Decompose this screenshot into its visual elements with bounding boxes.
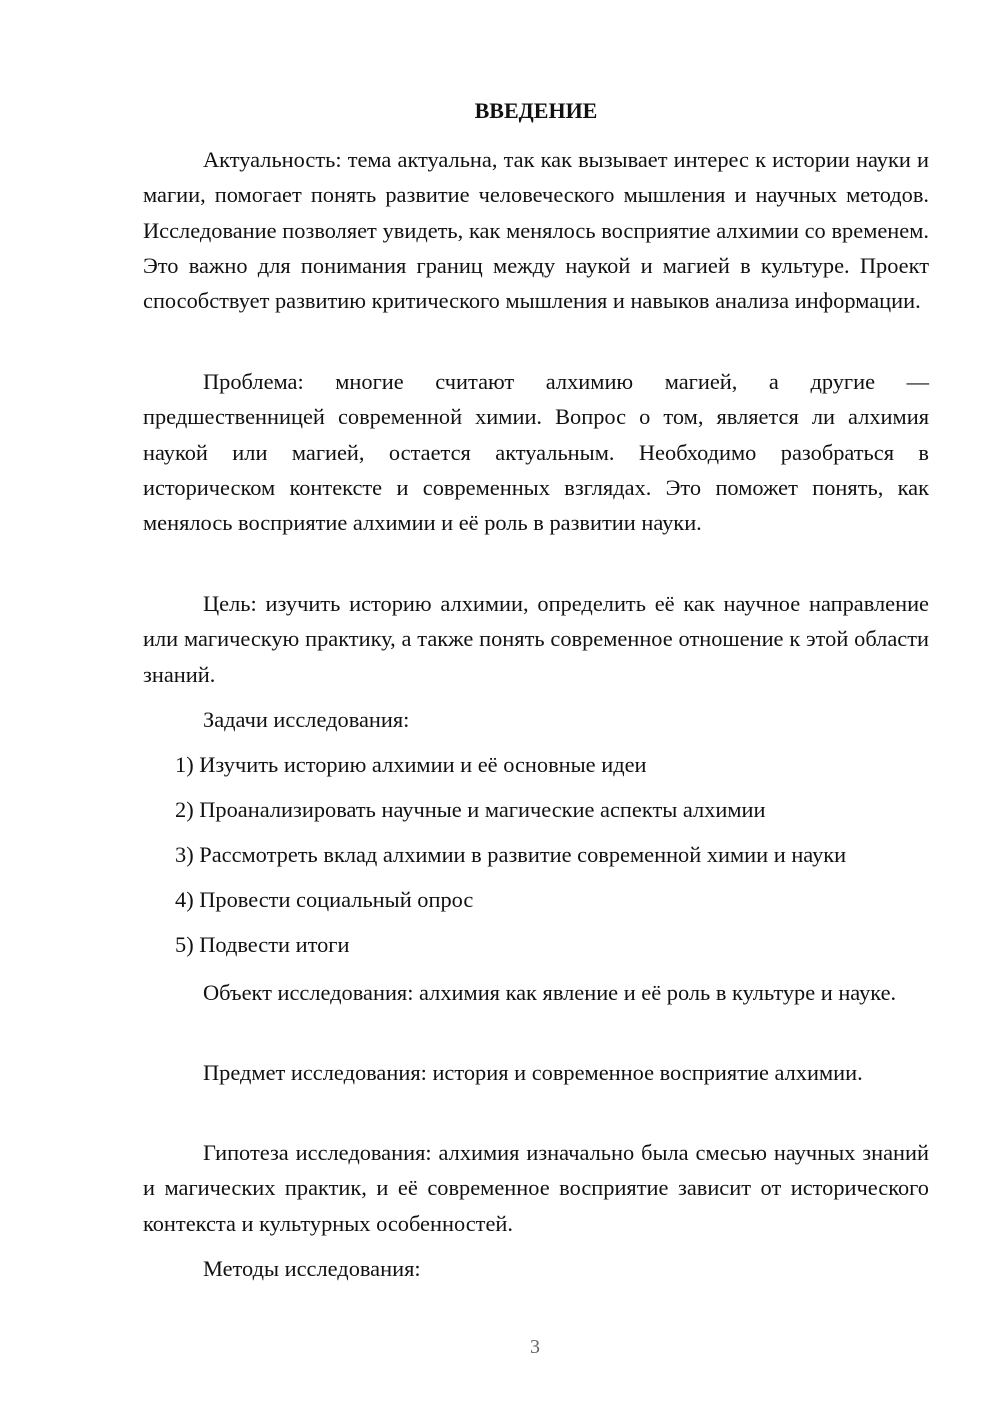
tasks-heading: Задачи исследования: — [203, 707, 410, 732]
relevance-paragraph: Актуальность: тема актуальна, так как вызывает интерес к истории науки и магии, помогает понять развитие человеческого мышления и научных методов. Исследование позволяет увидеть, как менялось восприятие алхимии со временем. Это важно для понимания границ между наукой и магией в культуре. Проект способствует развитию критического мышления и навыков анализа информации. — [143, 147, 929, 314]
goal-paragraph: Цель: изучить историю алхимии, определить её как научное направление или магическую практику, а также понять современное отношение к этой области знаний. — [143, 591, 929, 687]
task-item-3: 3) Рассмотреть вклад алхимии в развитие современной химии и науки — [175, 842, 847, 867]
hypothesis-paragraph: Гипотеза исследования: алхимия изначально была смесью научных знаний и магических практик, и её современное восприятие зависит от исторического контекста и культурных особенностей. — [143, 1140, 929, 1236]
methods-heading: Методы исследования: — [203, 1256, 421, 1281]
task-item-1: 1) Изучить историю алхимии и её основные идеи — [175, 752, 647, 777]
problem-paragraph: Проблема: многие считают алхимию магией, а другие — предшественницей современной химии. Вопрос о том, является ли алхимия наукой или магией, остается актуальным. Необходимо разобраться в историческом контексте и современных взглядах. Это поможет понять, как менялось восприятие алхимии и её роль в развитии науки. — [143, 369, 929, 536]
task-item-2: 2) Проанализировать научные и магические аспекты алхимии — [175, 797, 766, 822]
page-title: ВВЕДЕНИЕ — [474, 98, 598, 123]
subject-paragraph: Предмет исследования: история и современное восприятие алхимии. — [203, 1060, 863, 1085]
object-paragraph: Объект исследования: алхимия как явление и её роль в культуре и науке. — [203, 980, 897, 1005]
page-number: 3 — [530, 1336, 540, 1358]
task-item-4: 4) Провести социальный опрос — [175, 887, 474, 912]
task-item-5: 5) Подвести итоги — [175, 932, 350, 957]
